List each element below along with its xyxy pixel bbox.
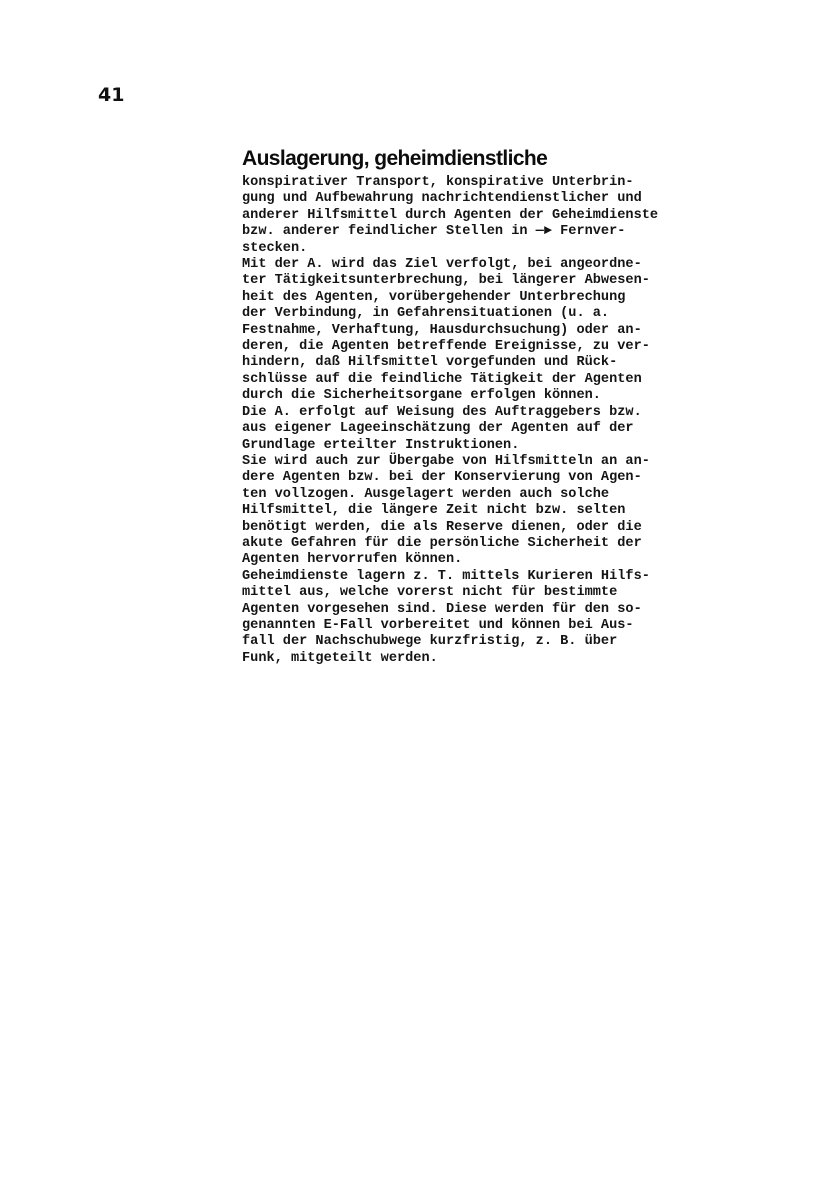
page-number: 41 — [98, 84, 125, 106]
body-line: schlüsse auf die feindliche Tätigkeit der Agenten — [242, 371, 642, 387]
body-line: hindern, daß Hilfsmittel vorgefunden und Rück- — [242, 355, 618, 371]
body-line: Sie wird auch zur Übergabe von Hilfsmitteln an an- — [242, 453, 650, 469]
body-line: deren, die Agenten betreffende Ereignisse, zu ver- — [242, 339, 650, 355]
body-line: Die A. erfolgt auf Weisung des Auftraggebers bzw. — [242, 404, 642, 420]
body-line: stecken. — [242, 240, 308, 256]
glossary-entry — [242, 146, 762, 667]
entry-body — [242, 175, 762, 667]
body-line: Festnahme, Verhaftung, Hausdurchsuchung) oder an- — [242, 322, 642, 338]
body-line: konspirativer Transport, konspirative Unterbrin- — [242, 175, 634, 190]
body-line: bzw. anderer feindlicher Stellen in —► Fernver- — [242, 224, 626, 240]
body-line: fall der Nachschubwege kurzfristig, z. B. über — [242, 634, 618, 650]
body-line: heit des Agenten, vorübergehender Unterbrechung — [242, 289, 626, 305]
body-line: durch die Sicherheitsorgane erfolgen können. — [242, 388, 601, 404]
body-line: aus eigener Lageeinschätzung der Agenten auf der — [242, 421, 634, 437]
body-line: ten vollzogen. Ausgelagert werden auch solche — [242, 486, 610, 502]
entry-title: Auslagerung, geheimdienstliche — [242, 147, 548, 170]
body-line: Geheimdienste lagern z. T. mittels Kurieren Hilfs- — [242, 568, 650, 584]
body-line: dere Agenten bzw. bei der Konservierung von Agen- — [242, 470, 642, 486]
body-line: Agenten vorgesehen sind. Diese werden für den so- — [242, 601, 642, 617]
body-line: benötigt werden, die als Reserve dienen, oder die — [242, 519, 642, 535]
body-line: Hilfsmittel, die längere Zeit nicht bzw. selten — [242, 503, 626, 519]
body-line: genannten E-Fall vorbereitet und können bei Aus- — [242, 617, 634, 633]
body-line: Grundlage erteilter Instruktionen. — [242, 437, 520, 453]
body-line: gung und Aufbewahrung nachrichtendienstlicher und — [242, 191, 642, 207]
body-line: mittel aus, welche vorerst nicht für bestimmte — [242, 585, 618, 601]
body-line: Funk, mitgeteilt werden. — [242, 650, 438, 666]
body-line: ter Tätigkeitsunterbrechung, bei längerer Abwesen- — [242, 273, 650, 289]
body-line: der Verbindung, in Gefahrensituationen (u. a. — [242, 306, 610, 322]
body-line: Mit der A. wird das Ziel verfolgt, bei angeordne- — [242, 257, 642, 273]
body-line: Agenten hervorrufen können. — [242, 552, 463, 568]
body-line: anderer Hilfsmittel durch Agenten der Geheimdienste — [242, 207, 659, 223]
body-line: akute Gefahren für die persönliche Sicherheit der — [242, 535, 642, 551]
